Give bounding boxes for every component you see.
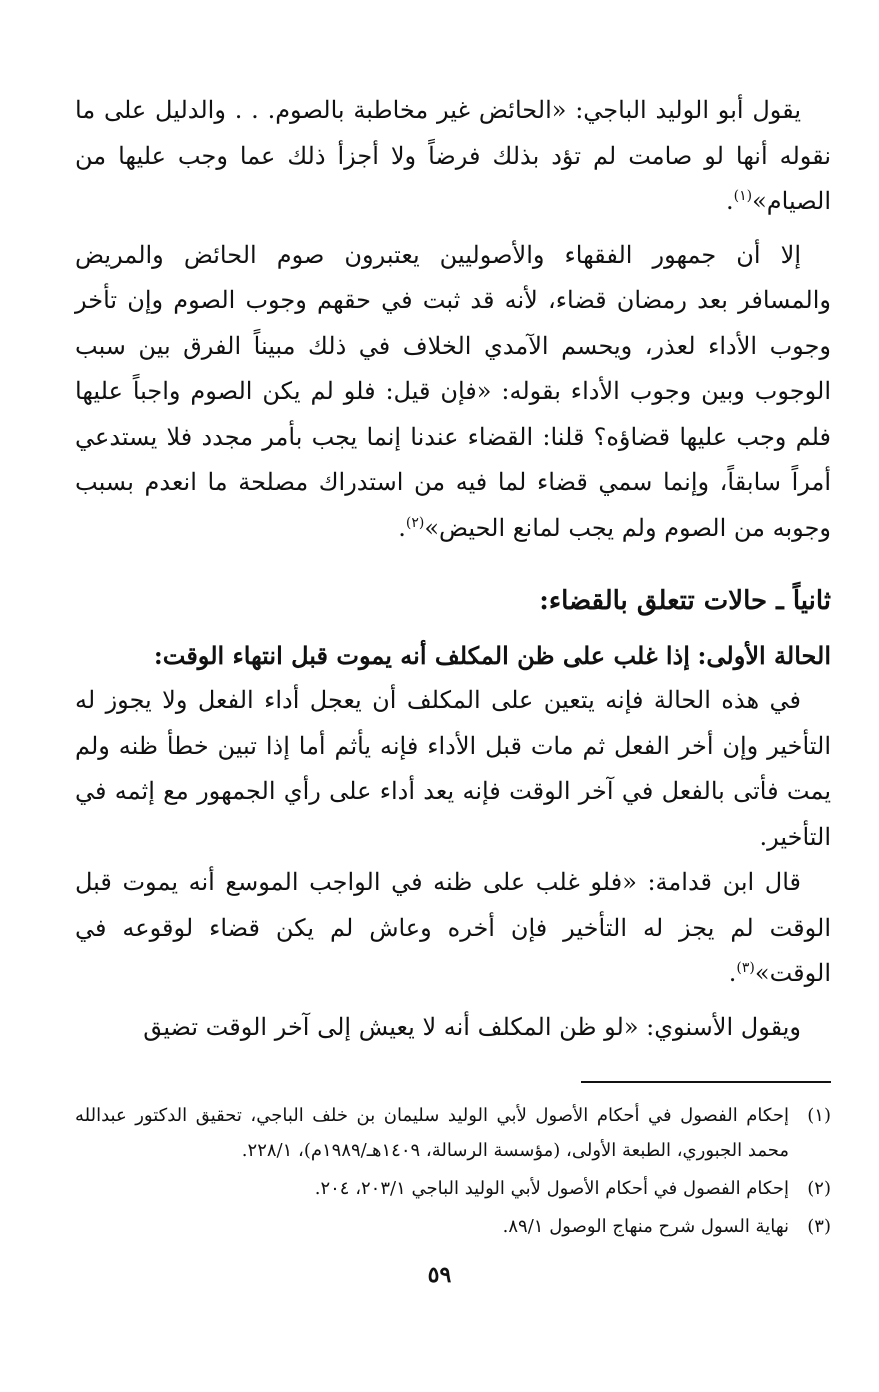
- footnote-separator: [581, 1081, 831, 1083]
- footnote-ref-1: (١): [733, 188, 753, 204]
- footnote-ref-3: (٣): [736, 960, 755, 976]
- paragraph-baji-quote: يقول أبو الوليد الباجي: «الحائض غير مخاطبة بالصوم. . . والدليل على ما نقوله أنها لو صامت لم تؤد بذلك فرضاً ولا أجزأ ذلك عما وجب عليها من الصيام»$^{(١)}$.: [75, 96, 831, 215]
- paragraph-ibn-qudama-quote: قال ابن قدامة: «فلو غلب على ظنه في الواجب الموسع أنه يموت قبل الوقت لم يجز له التأخير فإن أخره وعاش لم يكن قضاء لوقوعه في الوقت»$^{(٣)}$.: [75, 868, 831, 987]
- footnotes-list: [75, 1098, 831, 1244]
- case-one-heading: [75, 634, 831, 678]
- footnote-ref-2: (٢): [405, 514, 425, 531]
- footnote-text: نهاية السول شرح منهاج الوصول ٨٩/١.: [502, 1216, 789, 1237]
- footnote-text: إحكام الفصول في أحكام الأصول لأبي الوليد سليمان بن خلف الباجي، تحقيق الدكتور عبدالله محمد الجبوري، الطبعة الأولى، (مؤسسة الرسالة، ١٤٠٩هـ/١٩٨٩م)، ٢٢٨/١.: [75, 1105, 789, 1161]
- footnote-number: (٣): [807, 1216, 831, 1237]
- paragraph-asnawi-quote: ويقول الأسنوي: «لو ظن المكلف أنه لا يعيش إلى آخر الوقت تضيق: [143, 1012, 801, 1041]
- case-one-label: الحالة الأولى:: [697, 641, 831, 670]
- footnote-number: (٢): [807, 1178, 831, 1199]
- footnote-text: إحكام الفصول في أحكام الأصول لأبي الوليد الباجي ٢٠٣/١، ٢٠٤.: [314, 1178, 789, 1199]
- paragraph-case-one: في هذه الحالة فإنه يتعين على المكلف أن يعجل أداء الفعل ولا يجوز له التأخير وإن أخر الفعل ثم مات قبل الأداء فإنه يأثم أما إذا تبين خطأ ظنه ولم يمت فأتى بالفعل في آخر الوقت فإنه يعد أداء على رأي الجمهور مع إثمه في التأخير.: [75, 686, 831, 851]
- page-number: ٥٩: [427, 1262, 452, 1288]
- footnote-1: [75, 1098, 831, 1168]
- footnote-number: (١): [807, 1105, 831, 1126]
- case-one-title: إذا غلب على ظن المكلف أنه يموت قبل انتهاء الوقت:: [153, 641, 690, 670]
- footnote-2: [75, 1171, 831, 1206]
- footnote-3: [75, 1209, 831, 1244]
- section-heading: ثانياً ـ حالات تتعلق بالقضاء:: [539, 586, 831, 616]
- paragraph-amidi-quote: إلا أن جمهور الفقهاء والأصوليين يعتبرون صوم الحائض والمريض والمسافر بعد رمضان قضاء، لأنه قد ثبت في حقهم وجوب الصوم وإن تأخر وجوب الأداء لعذر، ويحسم الآمدي الخلاف في ذلك مبيناً الفرق بين سبب الوجوب وبين وجوب الأداء بقوله: «فإن قيل: فلو لم يكن الصوم واجباً عليها فلم وجب عليها قضاؤه؟ قلنا: القضاء عندنا إنما يجب بأمر مجدد فلا يستدعي أمراً سابقاً، وإنما سمي قضاء لما فيه من استدراك مصلحة ما انعدم بسبب وجوبه من الصوم ولم يجب لمانع الحيض»$^{(٢)}$.: [75, 240, 831, 542]
